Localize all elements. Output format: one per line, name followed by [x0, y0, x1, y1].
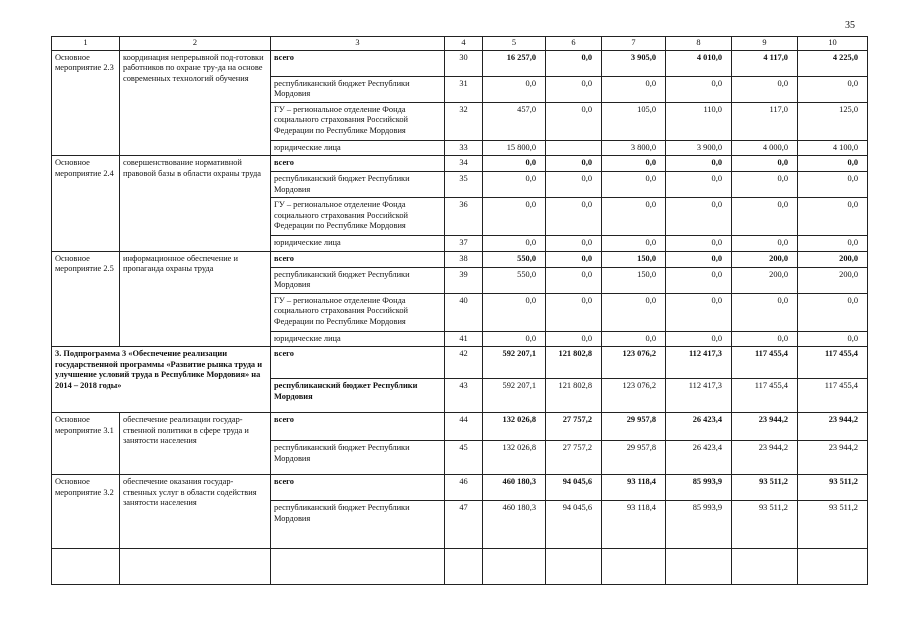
amount-cell: 15 800,0 — [483, 140, 546, 156]
amount-cell: 0,0 — [602, 198, 666, 236]
empty-cell — [798, 549, 868, 585]
amount-cell: 4 117,0 — [732, 50, 798, 76]
funding-source-cell: юридические лица — [271, 140, 445, 156]
header-row — [52, 37, 868, 51]
empty-cell — [666, 549, 732, 585]
amount-cell: 0,0 — [732, 331, 798, 347]
amount-cell: 3 800,0 — [602, 140, 666, 156]
amount-cell: 0,0 — [666, 172, 732, 198]
empty-cell — [732, 549, 798, 585]
amount-cell: 0,0 — [546, 331, 602, 347]
amount-cell: 0,0 — [602, 331, 666, 347]
amount-cell: 3 900,0 — [666, 140, 732, 156]
amount-cell: 0,0 — [546, 251, 602, 267]
amount-cell: 150,0 — [602, 251, 666, 267]
funding-source-cell: республиканский бюджет Республики Мордовия — [271, 379, 445, 413]
table-row — [52, 347, 868, 379]
amount-cell: 117,0 — [732, 102, 798, 140]
amount-cell: 4 010,0 — [666, 50, 732, 76]
amount-cell: 23 944,2 — [798, 441, 868, 475]
amount-cell: 0,0 — [546, 293, 602, 331]
event-name-cell: обеспечение реализации государ-ственной политики в сфере труда и занятости населения — [120, 413, 271, 475]
empty-row — [52, 549, 868, 585]
amount-cell: 4 000,0 — [732, 140, 798, 156]
amount-cell: 0,0 — [798, 293, 868, 331]
empty-cell — [546, 549, 602, 585]
amount-cell: 0,0 — [732, 156, 798, 172]
amount-cell: 93 511,2 — [732, 501, 798, 549]
amount-cell: 93 511,2 — [732, 475, 798, 501]
amount-cell: 123 076,2 — [602, 347, 666, 379]
amount-cell: 0,0 — [546, 198, 602, 236]
amount-cell: 0,0 — [546, 50, 602, 76]
amount-cell: 94 045,6 — [546, 501, 602, 549]
amount-cell: 200,0 — [798, 267, 868, 293]
amount-cell: 23 944,2 — [732, 441, 798, 475]
amount-cell: 0,0 — [546, 236, 602, 252]
amount-cell: 27 757,2 — [546, 441, 602, 475]
event-name-cell: информационное обеспечение и пропаганда охраны труда — [120, 251, 271, 347]
funding-source-cell: всего — [271, 413, 445, 441]
funding-source-cell: республиканский бюджет Республики Мордовия — [271, 267, 445, 293]
amount-cell: 0,0 — [666, 76, 732, 102]
amount-cell: 0,0 — [546, 76, 602, 102]
amount-cell: 0,0 — [602, 76, 666, 102]
funding-source-cell: ГУ – региональное отделение Фонда социального страхования Российской Федерации по Республике Мордовия — [271, 198, 445, 236]
amount-cell: 93 511,2 — [798, 475, 868, 501]
amount-cell: 26 423,4 — [666, 413, 732, 441]
amount-cell: 0,0 — [546, 172, 602, 198]
amount-cell: 0,0 — [602, 172, 666, 198]
amount-cell: 0,0 — [546, 156, 602, 172]
amount-cell: 105,0 — [602, 102, 666, 140]
row-number-cell: 38 — [445, 251, 483, 267]
amount-cell: 0,0 — [666, 156, 732, 172]
row-number-cell: 33 — [445, 140, 483, 156]
amount-cell: 0,0 — [798, 198, 868, 236]
row-number-cell: 45 — [445, 441, 483, 475]
amount-cell: 0,0 — [666, 293, 732, 331]
table-row — [52, 251, 868, 267]
funding-source-cell: всего — [271, 347, 445, 379]
row-number-cell: 32 — [445, 102, 483, 140]
column-header: 5 — [483, 37, 546, 51]
funding-source-cell: республиканский бюджет Республики Мордовия — [271, 441, 445, 475]
amount-cell: 0,0 — [798, 331, 868, 347]
row-number-cell: 40 — [445, 293, 483, 331]
amount-cell — [546, 140, 602, 156]
amount-cell: 121 802,8 — [546, 347, 602, 379]
event-code-cell: Основное мероприятие 3.2 — [52, 475, 120, 549]
amount-cell: 112 417,3 — [666, 379, 732, 413]
empty-cell — [52, 549, 120, 585]
amount-cell: 0,0 — [666, 331, 732, 347]
amount-cell: 132 026,8 — [483, 413, 546, 441]
funding-source-cell: ГУ – региональное отделение Фонда социального страхования Российской Федерации по Республике Мордовия — [271, 293, 445, 331]
row-number-cell: 34 — [445, 156, 483, 172]
column-header: 6 — [546, 37, 602, 51]
funding-source-cell: республиканский бюджет Республики Мордовия — [271, 76, 445, 102]
amount-cell: 150,0 — [602, 267, 666, 293]
funding-source-cell: всего — [271, 475, 445, 501]
funding-source-cell: всего — [271, 251, 445, 267]
amount-cell: 117 455,4 — [798, 379, 868, 413]
amount-cell: 3 905,0 — [602, 50, 666, 76]
amount-cell: 0,0 — [798, 76, 868, 102]
amount-cell: 16 257,0 — [483, 50, 546, 76]
row-number-cell: 37 — [445, 236, 483, 252]
amount-cell: 4 225,0 — [798, 50, 868, 76]
column-header: 4 — [445, 37, 483, 51]
amount-cell: 460 180,3 — [483, 501, 546, 549]
funding-source-cell: юридические лица — [271, 236, 445, 252]
event-code-cell: Основное мероприятие 2.5 — [52, 251, 120, 347]
row-number-cell: 30 — [445, 50, 483, 76]
amount-cell: 23 944,2 — [798, 413, 868, 441]
amount-cell: 592 207,1 — [483, 347, 546, 379]
amount-cell: 460 180,3 — [483, 475, 546, 501]
funding-source-cell: республиканский бюджет Республики Мордовия — [271, 501, 445, 549]
amount-cell: 0,0 — [483, 156, 546, 172]
amount-cell: 93 118,4 — [602, 475, 666, 501]
event-code-cell: Основное мероприятие 3.1 — [52, 413, 120, 475]
empty-cell — [602, 549, 666, 585]
amount-cell: 132 026,8 — [483, 441, 546, 475]
amount-cell: 0,0 — [666, 198, 732, 236]
amount-cell: 0,0 — [483, 172, 546, 198]
row-number-cell: 39 — [445, 267, 483, 293]
amount-cell: 0,0 — [798, 236, 868, 252]
table-row — [52, 413, 868, 441]
amount-cell: 29 957,8 — [602, 441, 666, 475]
amount-cell: 0,0 — [798, 156, 868, 172]
event-name-cell: совершенствование нормативной правовой базы в области охраны труда — [120, 156, 271, 252]
event-code-cell: Основное мероприятие 2.3 — [52, 50, 120, 156]
column-header: 8 — [666, 37, 732, 51]
amount-cell: 592 207,1 — [483, 379, 546, 413]
row-number-cell: 44 — [445, 413, 483, 441]
table-row — [52, 156, 868, 172]
amount-cell: 0,0 — [602, 293, 666, 331]
row-number-cell: 47 — [445, 501, 483, 549]
amount-cell: 0,0 — [666, 251, 732, 267]
event-name-cell: обеспечение оказания государ-ственных услуг в области содействия занятости населения — [120, 475, 271, 549]
amount-cell: 0,0 — [602, 236, 666, 252]
amount-cell: 112 417,3 — [666, 347, 732, 379]
amount-cell: 27 757,2 — [546, 413, 602, 441]
amount-cell: 125,0 — [798, 102, 868, 140]
row-number-cell: 36 — [445, 198, 483, 236]
amount-cell: 0,0 — [483, 198, 546, 236]
page-number: 35 — [845, 20, 855, 31]
table-row — [52, 475, 868, 501]
amount-cell: 0,0 — [732, 76, 798, 102]
amount-cell: 0,0 — [546, 102, 602, 140]
column-header: 7 — [602, 37, 666, 51]
budget-table — [51, 36, 868, 585]
amount-cell: 0,0 — [798, 172, 868, 198]
column-header: 10 — [798, 37, 868, 51]
row-number-cell: 31 — [445, 76, 483, 102]
amount-cell: 0,0 — [732, 172, 798, 198]
amount-cell: 457,0 — [483, 102, 546, 140]
empty-cell — [445, 549, 483, 585]
row-number-cell: 41 — [445, 331, 483, 347]
amount-cell: 93 511,2 — [798, 501, 868, 549]
table-row — [52, 50, 868, 76]
empty-cell — [271, 549, 445, 585]
amount-cell: 200,0 — [732, 267, 798, 293]
amount-cell: 0,0 — [546, 267, 602, 293]
row-number-cell: 43 — [445, 379, 483, 413]
amount-cell: 0,0 — [732, 293, 798, 331]
row-number-cell: 35 — [445, 172, 483, 198]
amount-cell: 4 100,0 — [798, 140, 868, 156]
funding-source-cell: всего — [271, 156, 445, 172]
amount-cell: 0,0 — [483, 76, 546, 102]
amount-cell: 121 802,8 — [546, 379, 602, 413]
amount-cell: 117 455,4 — [798, 347, 868, 379]
event-code-cell: Основное мероприятие 2.4 — [52, 156, 120, 252]
amount-cell: 94 045,6 — [546, 475, 602, 501]
event-name-cell: координация непрерывной под-готовки работников по охране тру-да на основе современных технологий обучения — [120, 50, 271, 156]
amount-cell: 110,0 — [666, 102, 732, 140]
amount-cell: 0,0 — [732, 198, 798, 236]
row-number-cell: 46 — [445, 475, 483, 501]
subprogram-title-cell: 3. Подпрограмма 3 «Обеспечение реализации государственной программы «Развитие рынка труда и улучшение условий труда в Республике Мордовия» на 2014 – 2018 годы» — [52, 347, 271, 413]
amount-cell: 550,0 — [483, 267, 546, 293]
amount-cell: 85 993,9 — [666, 501, 732, 549]
amount-cell: 0,0 — [666, 236, 732, 252]
amount-cell: 26 423,4 — [666, 441, 732, 475]
empty-cell — [483, 549, 546, 585]
amount-cell: 0,0 — [732, 236, 798, 252]
amount-cell: 93 118,4 — [602, 501, 666, 549]
amount-cell: 200,0 — [798, 251, 868, 267]
funding-source-cell: ГУ – региональное отделение Фонда социального страхования Российской Федерации по Республике Мордовия — [271, 102, 445, 140]
funding-source-cell: всего — [271, 50, 445, 76]
funding-source-cell: республиканский бюджет Республики Мордовия — [271, 172, 445, 198]
column-header: 1 — [52, 37, 120, 51]
row-number-cell: 42 — [445, 347, 483, 379]
amount-cell: 0,0 — [483, 331, 546, 347]
amount-cell: 117 455,4 — [732, 379, 798, 413]
column-header: 3 — [271, 37, 445, 51]
amount-cell: 29 957,8 — [602, 413, 666, 441]
column-header: 2 — [120, 37, 271, 51]
funding-source-cell: юридические лица — [271, 331, 445, 347]
empty-cell — [120, 549, 271, 585]
amount-cell: 0,0 — [602, 156, 666, 172]
amount-cell: 0,0 — [483, 293, 546, 331]
amount-cell: 200,0 — [732, 251, 798, 267]
amount-cell: 0,0 — [666, 267, 732, 293]
amount-cell: 123 076,2 — [602, 379, 666, 413]
column-header: 9 — [732, 37, 798, 51]
amount-cell: 85 993,9 — [666, 475, 732, 501]
amount-cell: 550,0 — [483, 251, 546, 267]
amount-cell: 0,0 — [483, 236, 546, 252]
amount-cell: 117 455,4 — [732, 347, 798, 379]
amount-cell: 23 944,2 — [732, 413, 798, 441]
